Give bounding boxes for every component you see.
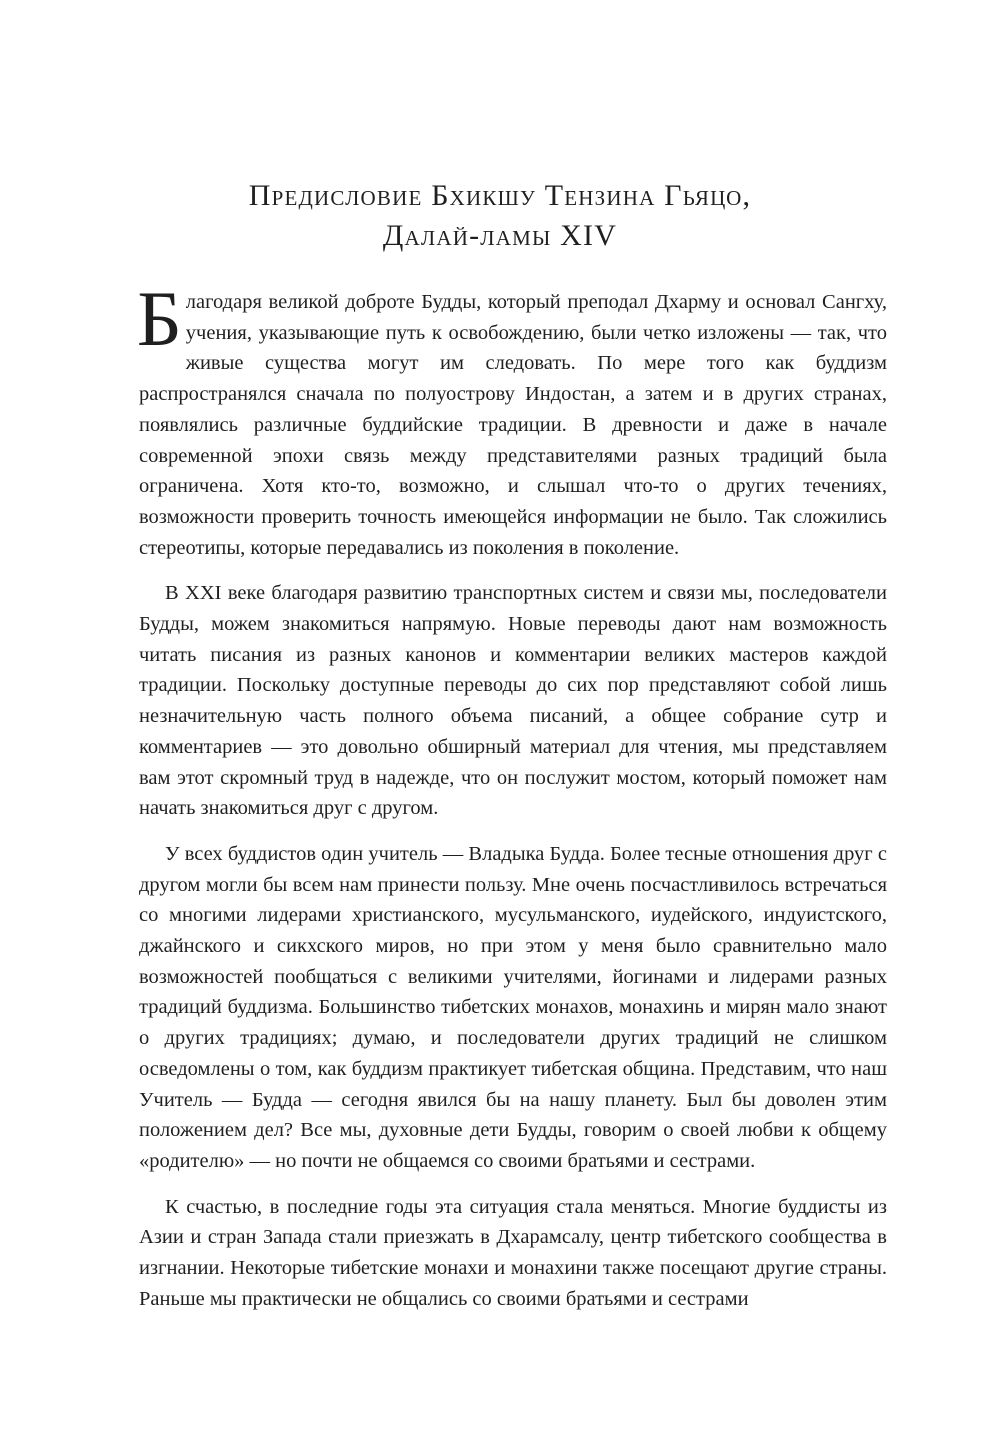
paragraph-2: В XXI веке благодаря развитию транспортных систем и связи мы, последователи Будды, можем знакомиться напрямую. Новые переводы дают нам возможность читать писания из разных канонов и комментарии великих мастеров каждой традиции. Поскольку доступные переводы до сих пор представляют собой лишь незначительную часть полного объема писаний, а общее собрание сутр и комментариев — это довольно обширный материал для чтения, мы представляем вам этот скромный труд в надежде, что он послужит мостом, который поможет нам начать знакомиться друг с другом. [139,582,887,820]
chapter-title-line-2: Далай-ламы XIV [382,219,618,252]
chapter-title-line-1: Предисловие Бхикшу Тензина Гьяцо, [248,179,752,212]
paragraph-1 [137,275,887,563]
chapter-title [110,176,890,256]
drop-cap: Б [137,275,182,362]
paragraph-1-text: лагодаря великой доброте Будды, который преподал Дхарму и основал Сангху, учения, указывающие путь к освобождению, были четко изложены — так, что живые существа могут им следовать. По мере того как буддизм распространялся сначала по полуострову Индостан, а затем и в других странах, появлялись различные буддийские традиции. В древности и даже в начале современной эпохи связь между представителями разных традиций была ограничена. Хотя кто-то, возможно, и слышал что-то о других течениях, возможности проверить точность имеющейся информации не было. Так сложились стереотипы, которые передавались из поколения в поколение. [139,291,887,559]
paragraph-4: К счастью, в последние годы эта ситуация стала меняться. Многие буддисты из Азии и стран Запада стали приезжать в Дхарамсалу, центр тибетского сообщества в изгнании. Некоторые тибетские монахи и монахини также посещают другие страны. Раньше мы практически не общались со своими братьями и сестрами [139,1195,887,1310]
paragraph-3: У всех буддистов один учитель — Владыка Будда. Более тесные отношения друг с другом могли бы всем нам принести пользу. Мне очень посчастливилось встречаться со многими лидерами христианского, мусульманского, иудейского, индуистского, джайнского и сикхского миров, но при этом у меня было сравнительно мало возможностей пообщаться с великими учителями, йогинами и лидерами разных традиций буддизма. Большинство тибетских монахов, монахинь и мирян мало знают о других традициях; думаю, и последователи других традиций не слишком осведомлены о том, как буддизм практикует тибетская община. Представим, что наш Учитель — Будда — сегодня явился бы на нашу планету. Был бы доволен этим положением дел? Все мы, духовные дети Будды, говорим о своей любви к общему «родителю» — но почти не общаемся со своими братьями и сестрами. [139,842,887,1172]
body-text [137,275,887,1330]
